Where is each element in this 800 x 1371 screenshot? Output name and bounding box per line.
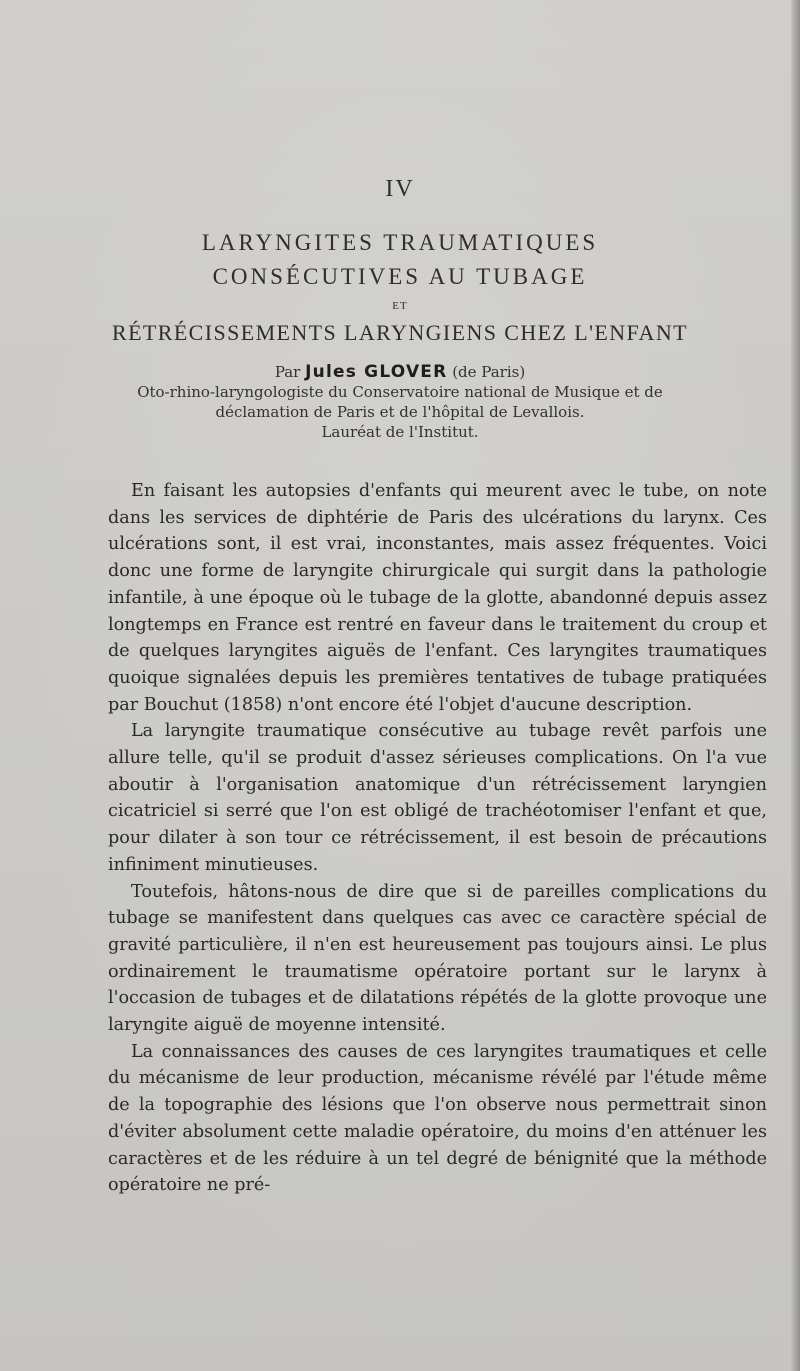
author-name: Jules GLOVER — [305, 362, 448, 382]
paragraph-4: La connaissances des causes de ces laryngites traumatiques et celle du mécanisme de leur production, mécanisme révélé par l'étude même de la topographie des lésions que l'on observe nous permettrait sinon d'éviter absolument cette maladie opératoire, du moins d'en atténuer les caractères et de les réduire à un tel degré de bénignité que la méthode opératoire ne pré- — [108, 1041, 767, 1196]
title-line-1: LARYNGITES TRAUMATIQUES — [201, 230, 599, 255]
author-affiliation-2: déclamation de Paris et de l'hôpital de Levallois. — [215, 403, 585, 421]
article-title — [100, 226, 700, 350]
author-origin: (de Paris) — [452, 363, 526, 381]
author-block — [100, 362, 700, 442]
title-line-3: RÉTRÉCISSEMENTS LARYNGIENS CHEZ L'ENFANT — [112, 320, 688, 345]
author-affiliation-1: Oto-rhino-laryngologiste du Conservatoire national de Musique et de — [137, 383, 663, 401]
author-award: Lauréat de l'Institut. — [321, 423, 479, 441]
paragraph-3: Toutefois, hâtons-nous de dire que si de pareilles complications du tubage se manifestent dans quelques cas avec ce caractère spécial de gravité particulière, il n'en est heureusement pas toujours ainsi. Le plus ordinairement le traumatisme opératoire portant sur le larynx à l'occasion de tubages et de dilatations répétés de la glotte provoque une laryngite aiguë de moyenne intensité. — [108, 881, 767, 1036]
title-connector: ET — [392, 300, 408, 312]
paragraph-1: En faisant les autopsies d'enfants qui meurent avec le tube, on note dans les services de diphtérie de Paris des ulcérations du larynx. Ces ulcérations sont, il est vrai, inconstantes, mais assez fréquentes. Voici donc une forme de laryngite chirurgicale qui surgit dans la pathologie infantile, à une époque où le tubage de la glotte, abandonné depuis assez longtemps en France est rentré en faveur dans le traitement du croup et de quelques laryngites aiguës de l'enfant. Ces laryngites traumatiques quoique signalées depuis les premières tentatives de tubage pratiquées par Bouchut (1858) n'ont encore été l'objet d'aucune description. — [108, 481, 767, 715]
author-byline — [100, 362, 700, 382]
chapter-number: IV — [385, 176, 415, 202]
paragraph-2: La laryngite traumatique consécutive au tubage revêt parfois une allure telle, qu'il se produit d'assez sérieuses complications. On l'a vue aboutir à l'organisation anatomique d'un rétrécissement laryngien cicatriciel si serré que l'on est obligé de trachéotomiser l'enfant et que, pour dilater à son tour ce rétrécissement, il est besoin de précautions infiniment minutieuses. — [108, 721, 767, 875]
title-line-2: CONSÉCUTIVES AU TUBAGE — [212, 264, 588, 289]
article-body — [108, 478, 767, 1199]
author-prefix: Par — [274, 363, 301, 381]
